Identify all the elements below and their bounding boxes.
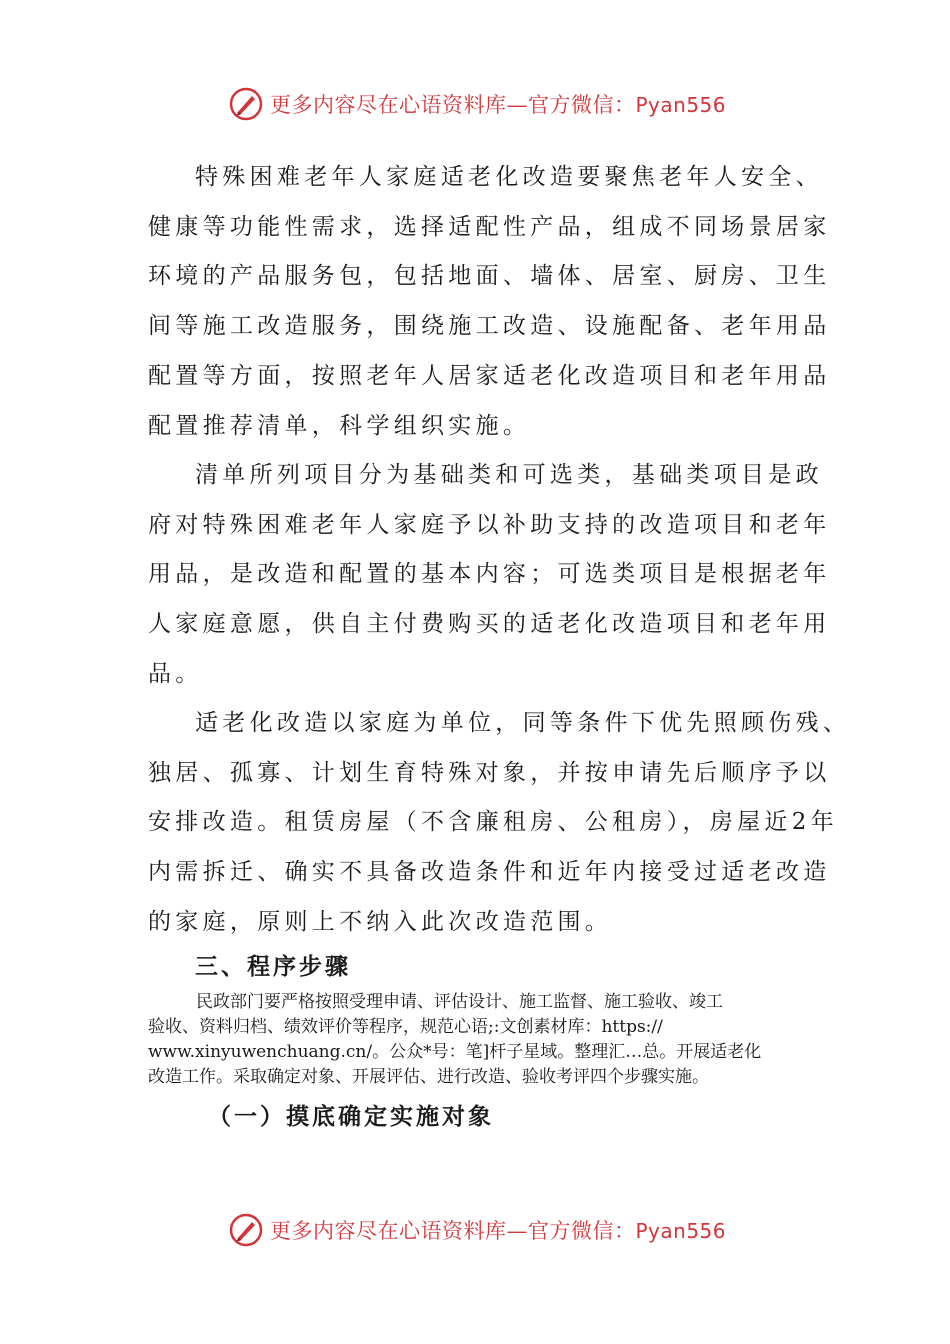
subsection-heading: （一）摸底确定实施对象: [208, 1104, 494, 1130]
section-body: [148, 990, 808, 1090]
footer-watermark-banner: [228, 1210, 726, 1250]
text-line: 间等施工改造服务，围绕施工改造、设施配备、老年用品: [148, 313, 831, 340]
paragraph-3: [148, 699, 855, 948]
text-line: 改造工作。采取确定对象、开展评估、进行改造、验收考评四个步骤实施。: [148, 1067, 709, 1087]
text-line: 内需拆迁、确实不具备改造条件和近年内接受过适老改造: [148, 859, 831, 886]
text-line: 健康等功能性需求，选择适配性产品，组成不同场景居家: [148, 213, 831, 240]
pen-logo-icon: [228, 86, 264, 122]
paragraph-1: [148, 153, 855, 451]
text-line: 用品，是改造和配置的基本内容；可选类项目是根据老年: [148, 561, 831, 588]
text-line: 安排改造。租赁房屋（不含廉租房、公租房），房屋近2年: [148, 809, 838, 836]
text-line: 品。: [148, 660, 203, 687]
text-line: 民政部门要严格按照受理申请、评估设计、施工监督、施工验收、竣工: [196, 992, 723, 1012]
text-line: 验收、资料归档、绩效评价等程序，规范心语;:文创素材库：https://: [148, 1017, 663, 1037]
paragraph-2: [148, 451, 855, 700]
text-line: 适老化改造以家庭为单位，同等条件下优先照顾伤残、: [195, 710, 851, 736]
text-line: 人家庭意愿，供自主付费购买的适老化改造项目和老年用: [148, 611, 831, 638]
text-line: 府对特殊困难老年人家庭予以补助支持的改造项目和老年: [148, 511, 831, 538]
text-line: 特殊困难老年人家庭适老化改造要聚焦老年人安全、: [195, 164, 823, 190]
text-line: 的家庭，原则上不纳入此次改造范围。: [148, 908, 613, 935]
header-watermark-banner: [228, 84, 726, 124]
text-line: 配置推荐清单，科学组织实施。: [148, 412, 531, 439]
pen-logo-icon: [228, 1212, 264, 1248]
footer-watermark-text: 更多内容尽在心语资料库—官方微信：Pyan556: [270, 1219, 727, 1243]
text-line: 配置等方面，按照老年人居家适老化改造项目和老年用品: [148, 362, 831, 389]
text-line: 独居、孤寡、计划生育特殊对象，并按申请先后顺序予以: [148, 759, 831, 786]
text-line: www.xinyuwenchuang.cn/。公众*号：笔]杆子星域。整理汇…总。开展适老化: [148, 1042, 762, 1062]
header-watermark-text: 更多内容尽在心语资料库—官方微信：Pyan556: [270, 93, 727, 117]
section-heading: 三、程序步骤: [195, 954, 351, 980]
text-line: 清单所列项目分为基础类和可选类，基础类项目是政: [195, 462, 823, 488]
text-line: 环境的产品服务包，包括地面、墙体、居室、厨房、卫生: [148, 263, 831, 290]
